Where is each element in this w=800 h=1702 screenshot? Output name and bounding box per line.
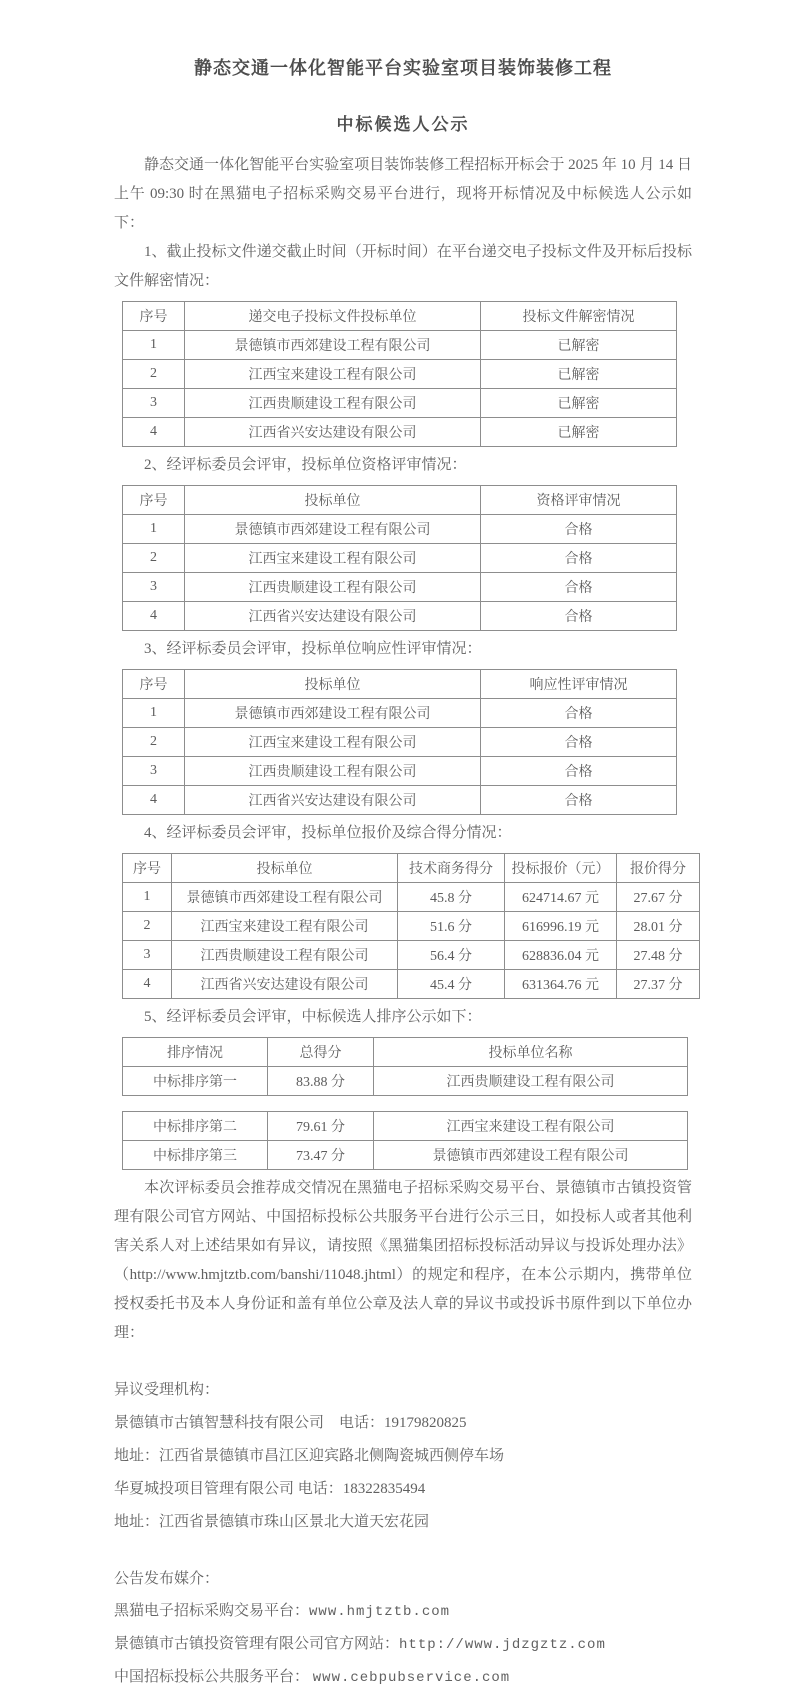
table-cell: 27.67 分 [617, 883, 700, 912]
table-cell: 628836.04 元 [505, 941, 617, 970]
table-header-cell: 技术商务得分 [398, 854, 505, 883]
table-header-row [123, 854, 700, 883]
table-row [123, 544, 677, 573]
table-cell: 已解密 [481, 331, 677, 360]
table-cell: 景德镇市西郊建设工程有限公司 [172, 883, 398, 912]
table-header-row [123, 1038, 688, 1067]
table-header-cell: 投标单位 [185, 670, 481, 699]
table-cell: 616996.19 元 [505, 912, 617, 941]
table-row [123, 883, 700, 912]
intro-paragraph: 静态交通一体化智能平台实验室项目装饰装修工程招标开标会于 2025 年 10 月 14 日上午 09:30 时在黑猫电子招标采购交易平台进行，现将开标情况及中标候选人公示如下： [114, 157, 692, 231]
table-header-cell: 报价得分 [617, 854, 700, 883]
table-cell: 2 [123, 912, 172, 941]
table-cell: 1 [123, 699, 185, 728]
objection-heading: 异议受理机构： [114, 1382, 220, 1398]
table-cell: 江西宝来建设工程有限公司 [185, 728, 481, 757]
table-cell: 合格 [481, 757, 677, 786]
table-row [123, 389, 677, 418]
table-row [123, 1067, 688, 1096]
table-header-cell: 投标单位 [172, 854, 398, 883]
table-cell: 合格 [481, 728, 677, 757]
table-cell: 4 [123, 970, 172, 999]
table-cell: 45.8 分 [398, 883, 505, 912]
table-cell: 合格 [481, 515, 677, 544]
table-cell: 4 [123, 602, 185, 631]
table-cell: 3 [123, 757, 185, 786]
ranking-table-rest [122, 1111, 688, 1170]
table-row [123, 360, 677, 389]
media-item [114, 1628, 692, 1661]
table-row [123, 1141, 688, 1170]
table-cell: 27.48 分 [617, 941, 700, 970]
table-header-cell: 序号 [123, 486, 185, 515]
responsiveness-table [122, 669, 677, 815]
media-label: 黑猫电子招标采购交易平台： [114, 1603, 310, 1619]
table-cell: 中标排序第二 [123, 1112, 268, 1141]
media-item [114, 1661, 692, 1694]
media-heading: 公告发布媒介： [114, 1571, 220, 1587]
table-cell: 4 [123, 786, 185, 815]
table-cell: 1 [123, 331, 185, 360]
table-cell: 江西贵顺建设工程有限公司 [185, 757, 481, 786]
table-row [123, 1112, 688, 1141]
table-cell: 江西省兴安达建设有限公司 [172, 970, 398, 999]
table-header-cell: 排序情况 [123, 1038, 268, 1067]
table-header-row [123, 486, 677, 515]
table-header-cell: 响应性评审情况 [481, 670, 677, 699]
table-header-cell: 投标单位 [185, 486, 481, 515]
table-row [123, 331, 677, 360]
document-title: 静态交通一体化智能平台实验室项目装饰装修工程 [194, 58, 612, 78]
table-cell: 合格 [481, 699, 677, 728]
table-header-row [123, 302, 677, 331]
table-cell: 景德镇市西郊建设工程有限公司 [185, 331, 481, 360]
table-cell: 江西宝来建设工程有限公司 [185, 360, 481, 389]
table-cell: 景德镇市西郊建设工程有限公司 [185, 699, 481, 728]
objection-line: 华夏城投项目管理有限公司 电话：18322835494 [114, 1481, 426, 1497]
section-4-heading: 4、经评标委员会评审，投标单位报价及综合得分情况： [144, 825, 512, 841]
table-header-cell: 总得分 [268, 1038, 374, 1067]
table-cell: 江西贵顺建设工程有限公司 [374, 1067, 688, 1096]
table-cell: 合格 [481, 573, 677, 602]
table-cell: 合格 [481, 602, 677, 631]
table-header-cell: 投标单位名称 [374, 1038, 688, 1067]
scores-table [122, 853, 700, 999]
document-subtitle: 中标候选人公示 [336, 115, 470, 134]
table-cell: 631364.76 元 [505, 970, 617, 999]
table-header-cell: 投标报价（元） [505, 854, 617, 883]
section-1-heading: 1、截止投标文件递交截止时间（开标时间）在平台递交电子投标文件及开标后投标文件解密情况： [114, 244, 692, 289]
table-cell: 56.4 分 [398, 941, 505, 970]
table-cell: 3 [123, 573, 185, 602]
table-cell: 已解密 [481, 389, 677, 418]
table-header-cell: 投标文件解密情况 [481, 302, 677, 331]
section-5-heading: 5、经评标委员会评审，中标候选人排序公示如下： [144, 1009, 482, 1025]
table-cell: 中标排序第一 [123, 1067, 268, 1096]
table-row [123, 515, 677, 544]
table-cell: 27.37 分 [617, 970, 700, 999]
table-cell: 1 [123, 515, 185, 544]
table-cell: 合格 [481, 786, 677, 815]
table-row [123, 699, 677, 728]
objection-section [114, 1374, 692, 1539]
table-header-cell: 序号 [123, 670, 185, 699]
table-cell: 已解密 [481, 360, 677, 389]
table-cell: 73.47 分 [268, 1141, 374, 1170]
table-row [123, 573, 677, 602]
closing-paragraph: 本次评标委员会推荐成交情况在黑猫电子招标采购交易平台、景德镇市古镇投资管理有限公司官方网站、中国招标投标公共服务平台进行公示三日，如投标人或者其他利害关系人对上述结果如有异议，请按照《黑猫集团招标投标活动异议与投诉处理办法》（http://www.hmjtztb.com/banshi/11048.jhtml）的规定和程序，在本公示期内，携带单位授权委托书及本人身份证和盖有单位公章及法人章的异议书或投诉书原件到以下单位办理： [114, 1180, 692, 1341]
media-label: 中国招标投标公共服务平台： [114, 1669, 310, 1685]
table-cell: 江西省兴安达建设有限公司 [185, 786, 481, 815]
table-cell: 4 [123, 418, 185, 447]
table-cell: 景德镇市西郊建设工程有限公司 [374, 1141, 688, 1170]
table-cell: 江西宝来建设工程有限公司 [374, 1112, 688, 1141]
table-cell: 中标排序第三 [123, 1141, 268, 1170]
table-cell: 2 [123, 728, 185, 757]
table-cell: 已解密 [481, 418, 677, 447]
table-cell: 景德镇市西郊建设工程有限公司 [185, 515, 481, 544]
table-cell: 2 [123, 360, 185, 389]
table-cell: 51.6 分 [398, 912, 505, 941]
table-row [123, 912, 700, 941]
table-cell: 江西省兴安达建设有限公司 [185, 418, 481, 447]
media-url: www.hmjtztb.com [309, 1604, 451, 1620]
qualification-table [122, 485, 677, 631]
table-cell: 江西贵顺建设工程有限公司 [185, 389, 481, 418]
table-cell: 江西贵顺建设工程有限公司 [172, 941, 398, 970]
table-row [123, 970, 700, 999]
objection-line: 地址：江西省景德镇市珠山区景北大道天宏花园 [114, 1514, 430, 1530]
media-label: 景德镇市古镇投资管理有限公司官方网站： [114, 1636, 400, 1652]
table-row [123, 786, 677, 815]
table-cell: 合格 [481, 544, 677, 573]
media-section [114, 1563, 692, 1694]
table-cell: 1 [123, 883, 172, 912]
table-row [123, 757, 677, 786]
table-cell: 江西省兴安达建设有限公司 [185, 602, 481, 631]
table-header-cell: 序号 [123, 854, 172, 883]
table-header-cell: 资格评审情况 [481, 486, 677, 515]
section-3-heading: 3、经评标委员会评审，投标单位响应性评审情况： [144, 641, 482, 657]
table-cell: 624714.67 元 [505, 883, 617, 912]
table-cell: 江西贵顺建设工程有限公司 [185, 573, 481, 602]
table-cell: 83.88 分 [268, 1067, 374, 1096]
media-url: www.cebpubservice.com [312, 1670, 511, 1686]
objection-line: 地址：江西省景德镇市昌江区迎宾路北侧陶瓷城西侧停车场 [114, 1448, 505, 1464]
decryption-table [122, 301, 677, 447]
table-cell: 28.01 分 [617, 912, 700, 941]
table-header-cell: 序号 [123, 302, 185, 331]
table-row [123, 728, 677, 757]
table-cell: 2 [123, 544, 185, 573]
table-cell: 79.61 分 [268, 1112, 374, 1141]
table-row [123, 602, 677, 631]
table-cell: 江西宝来建设工程有限公司 [172, 912, 398, 941]
media-url: http://www.jdzgztz.com [399, 1637, 606, 1653]
table-header-row [123, 670, 677, 699]
table-header-cell: 递交电子投标文件投标单位 [185, 302, 481, 331]
table-cell: 江西宝来建设工程有限公司 [185, 544, 481, 573]
table-row [123, 941, 700, 970]
ranking-table-first [122, 1037, 688, 1096]
table-cell: 45.4 分 [398, 970, 505, 999]
table-row [123, 418, 677, 447]
media-item [114, 1595, 692, 1628]
section-2-heading: 2、经评标委员会评审，投标单位资格评审情况： [144, 457, 467, 473]
table-cell: 3 [123, 941, 172, 970]
objection-line: 景德镇市古镇智慧科技有限公司 电话：19179820825 [114, 1415, 467, 1431]
table-cell: 3 [123, 389, 185, 418]
